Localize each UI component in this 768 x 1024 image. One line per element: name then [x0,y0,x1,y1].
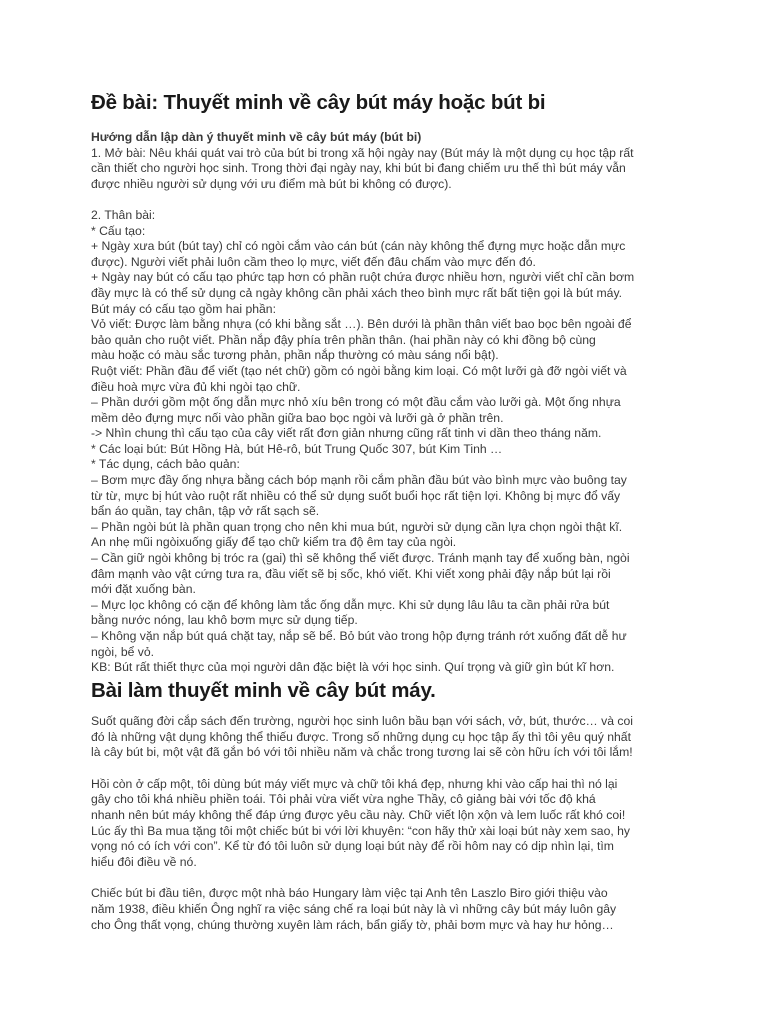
blank-line [91,192,687,208]
outline-line: mềm dẻo đựng mực nối vào phần giữa bao bọc ngòi và lưỡi gà ở phần trên. [91,410,504,425]
essay-line: nhanh nên bút máy không thể đáp ứng được yêu cầu này. Chữ viết lộn xộn và lem luốc rất khó coi! [91,807,626,822]
outline-line: 1. Mở bài: Nêu khái quát vai trò của bút bi trong xã hội ngày nay (Bút máy là một dụng cụ học tập rất [91,145,634,160]
essay-paragraph [91,886,687,933]
outline-line: -> Nhìn chung thì cấu tạo của cây viết rất đơn giản nhưng cũng rất tinh vi dần theo tháng năm. [91,426,602,441]
outline-line: – Mực lọc không có cặn để không làm tắc ống dẫn mực. Khi sử dụng lâu lâu ta cần phải rửa bút [91,597,610,612]
outline-line: Ruột viết: Phần đầu để viết (tạo nét chữ) gồm có ngòi bằng kim loại. Có một lưỡi gà đỡ ngòi viết và [91,363,627,378]
outline-line: ngòi, bể vỏ. [91,644,155,659]
outline-line: mới đặt xuống bàn. [91,582,196,597]
outline-line: cần thiết cho người học sinh. Trong thời đại ngày nay, khi bút bi đang chiếm ưu thế thì bút máy vẫn [91,161,626,176]
outline-line: từ từ, mực bị hút vào ruột rất nhiều có thể sử dụng suốt buổi học rất tiện lợi. Không bị mực đổ vấy [91,488,621,503]
outline-line: * Tác dụng, cách bảo quản: [91,457,240,472]
outline-line: màu hoặc có màu sắc tương phản, phần nắp thường có màu sáng nổi bật). [91,348,499,363]
essay-heading: Bài làm thuyết minh về cây bút máy. [91,679,436,702]
outline-line: bảo quản cho ruột viết. Phần nắp đậy phía trên phần thân. (hai phần này có khi đồng bộ cùng [91,332,596,347]
outline-heading: Hướng dẫn lập dàn ý thuyết minh về cây bút máy (bút bi) [91,130,422,144]
outline-line: được). Người viết phải luôn cầm theo lọ mực, viết đến đâu chấm vào mực đến đó. [91,254,536,269]
essay-line: Hồi còn ở cấp một, tôi dùng bút máy viết mực và chữ tôi khá đẹp, nhưng khi vào cấp hai thì nó lại [91,776,618,791]
outline-line: đâm mạnh vào vật cứng tưa ra, đầu viết sẽ bị sốc, khó viết. Khi viết xong phải đậy nắp bút lại rồi [91,566,611,581]
outline-line: 2. Thân bài: [91,207,156,222]
outline-line: An nhẹ mũi ngòixuống giấy để tạo chữ kiểm tra độ êm tay của ngòi. [91,535,457,550]
document-title: Đề bài: Thuyết minh về cây bút máy hoặc bút bi [91,91,546,114]
essay-line: vọng nó có ích với con”. Kể từ đó tôi luôn sử dụng loại bút này để rồi hôm nay có dịp nhìn lại, tìm [91,839,614,854]
essay-paragraph [91,714,687,761]
document-page [91,88,687,118]
outline-line: * Cấu tạo: [91,223,146,238]
outline-line: + Ngày nay bút có cấu tạo phức tạp hơn có phần ruột chứa được nhiều hơn, người viết chỉ cần bơm [91,270,635,285]
essay-paragraph [91,777,687,871]
outline-line: bẩn áo quần, tay chân, tập vở rất sạch sẽ. [91,504,320,519]
outline-line: điều hoà mực vừa đủ khi ngòi tạo chữ. [91,379,301,394]
outline-body [91,146,687,676]
outline-line: – Cần giữ ngòi không bị tróc ra (gai) thì sẽ không thể viết được. Tránh mạnh tay để xuống bàn, ngòi [91,551,630,566]
essay-line: Chiếc bút bi đầu tiên, được một nhà báo Hungary làm việc tại Anh tên Laszlo Biro giới thiệu vào [91,886,608,901]
outline-line: Bút máy có cấu tạo gồm hai phần: [91,301,276,316]
outline-line: Vỏ viết: Được làm bằng nhựa (có khi bằng sắt …). Bên dưới là phần thân viết bao bọc bên ngoài để [91,317,632,332]
outline-line: đầy mực là có thể sử dụng cả ngày không cần phải xách theo bình mực rất bất tiện gọi là bút máy. [91,285,623,300]
essay-line: năm 1938, điều khiến Ông nghĩ ra việc sáng chế ra loại bút này là vì những cây bút máy luôn gây [91,901,617,916]
essay-line: cho Ông thất vọng, chúng thường xuyên làm rách, bẩn giấy tờ, phải bơm mực và hay hư hỏng… [91,917,614,932]
outline-line: KB: Bút rất thiết thực của mọi người dân đặc biệt là với học sinh. Quí trọng và giữ gìn bút kĩ hơn. [91,660,615,675]
essay-line: đó là những vật dụng không thể thiếu được. Trong số những dụng cụ học tập ấy thì tôi yêu quý nhất [91,729,631,744]
outline-line: bằng nước nóng, lau khô bơm mực sử dụng tiếp. [91,613,358,628]
outline-line: – Bơm mực đầy ống nhựa bằng cách bóp mạnh rồi cắm phần đầu bút vào bình mực vào buông tay [91,473,627,488]
essay-line: hiểu đôi điều về nó. [91,854,197,869]
essay-line: Lúc ấy thì Ba mua tặng tôi một chiếc bút bi với lời khuyên: “con hãy thử xài loại bút này xem sao, hy [91,823,630,838]
outline-section [91,130,687,676]
essay-line: Suốt quãng đời cắp sách đến trường, người học sinh luôn bầu bạn với sách, vở, bút, thước… và coi [91,714,633,728]
outline-line: * Các loại bút: Bút Hồng Hà, bút Hê-rô, bút Trung Quốc 307, bút Kim Tinh … [91,441,503,456]
outline-line: – Phần ngòi bút là phần quan trọng cho nên khi mua bút, người sử dụng cần lựa chọn ngòi thật kĩ. [91,519,623,534]
essay-line: gây cho tôi khá nhiều phiền toái. Tôi phải vừa viết vừa nghe Thầy, cô giảng bài với tốc độ khá [91,792,596,807]
outline-line: – Không vặn nắp bút quá chặt tay, nắp sẽ bể. Bỏ bút vào trong hộp đựng tránh rớt xuống đất dễ hư [91,629,627,643]
outline-line: + Ngày xưa bút (bút tay) chỉ có ngòi cắm vào cán bút (cán này không thể đựng mực hoặc dẫn mực [91,239,626,254]
essay-line: là cây bút bi, một vật đã gắn bó với tôi nhiều năm và chắc trong tương lai sẽ còn hữu ích với tôi lắm! [91,745,633,760]
outline-line: – Phần dưới gồm một ống dẫn mực nhỏ xíu bên trong có một đầu cắm vào lưỡi gà. Một ống nhựa [91,395,621,410]
outline-line: được nhiều người sử dụng với ưu điểm mà bút bi không có được). [91,176,452,191]
essay-body [91,714,687,949]
